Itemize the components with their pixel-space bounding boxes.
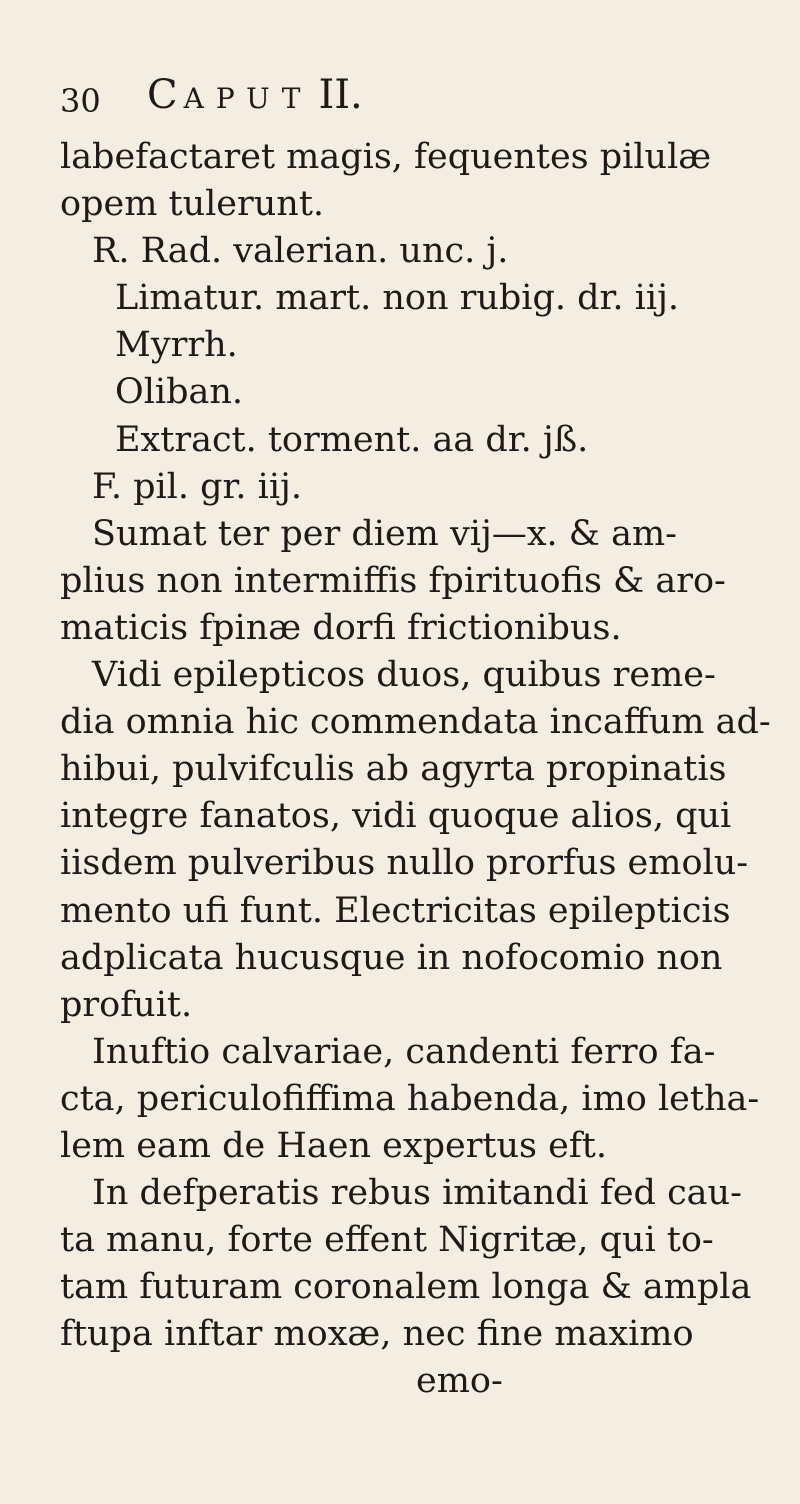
chapter-number: II. [318, 72, 363, 118]
body-text [60, 134, 771, 1406]
text-line: opem tulerunt. [60, 184, 325, 225]
text-line: maticis fpinæ dorfi frictionibus. [60, 607, 622, 648]
page-number: 30 [60, 82, 101, 120]
text-line: iisdem pulveribus nullo prorfus emolu- [60, 843, 749, 884]
prescription-line: R. Rad. valerian. unc. j. [92, 231, 509, 272]
running-title [147, 72, 363, 118]
text-line: mento ufi funt. Electricitas epilepticis [60, 890, 731, 931]
text-line: ta manu, forte effent Nigritæ, qui to- [60, 1220, 714, 1261]
prescription-line: F. pil. gr. iij. [92, 466, 303, 507]
page-header [0, 70, 800, 130]
text-line: Vidi epilepticos duos, quibus reme- [92, 655, 716, 696]
text-line: lem eam de Haen expertus eft. [60, 1125, 607, 1166]
text-line: hibui, pulvifculis ab agyrta propinatis [60, 749, 727, 790]
text-line: Inuftio calvariae, candenti ferro fa- [92, 1031, 716, 1072]
text-line: profuit. [60, 984, 193, 1025]
text-line: Sumat ter per diem vij—x. & am- [92, 513, 677, 554]
text-line: tam futuram coronalem longa & ampla [60, 1267, 752, 1308]
prescription-line: Myrrh. [115, 325, 238, 366]
prescription-line: Extract. torment. aa dr. jß. [115, 419, 589, 460]
text-line: dia omnia hic commendata incaffum ad- [60, 702, 771, 743]
text-line: adplicata hucusque in nofocomio non [60, 937, 723, 978]
running-title-rest: APUT [183, 82, 313, 115]
text-line: cta, periculofiffima habenda, imo letha- [60, 1078, 760, 1119]
prescription-line: Oliban. [115, 372, 244, 413]
running-title-initial: C [147, 72, 178, 118]
text-line: ftupa inftar moxæ, nec fine maximo [60, 1314, 694, 1355]
prescription-line: Limatur. mart. non rubig. dr. iij. [115, 278, 680, 319]
text-line: labefactaret magis, fequentes pilulæ [60, 137, 712, 177]
text-line: plius non intermiffis fpirituofis & aro- [60, 560, 726, 601]
catchword: emo- [416, 1361, 503, 1402]
text-line: In defperatis rebus imitandi fed cau- [92, 1173, 742, 1214]
text-line: integre fanatos, vidi quoque alios, qui [60, 796, 732, 837]
